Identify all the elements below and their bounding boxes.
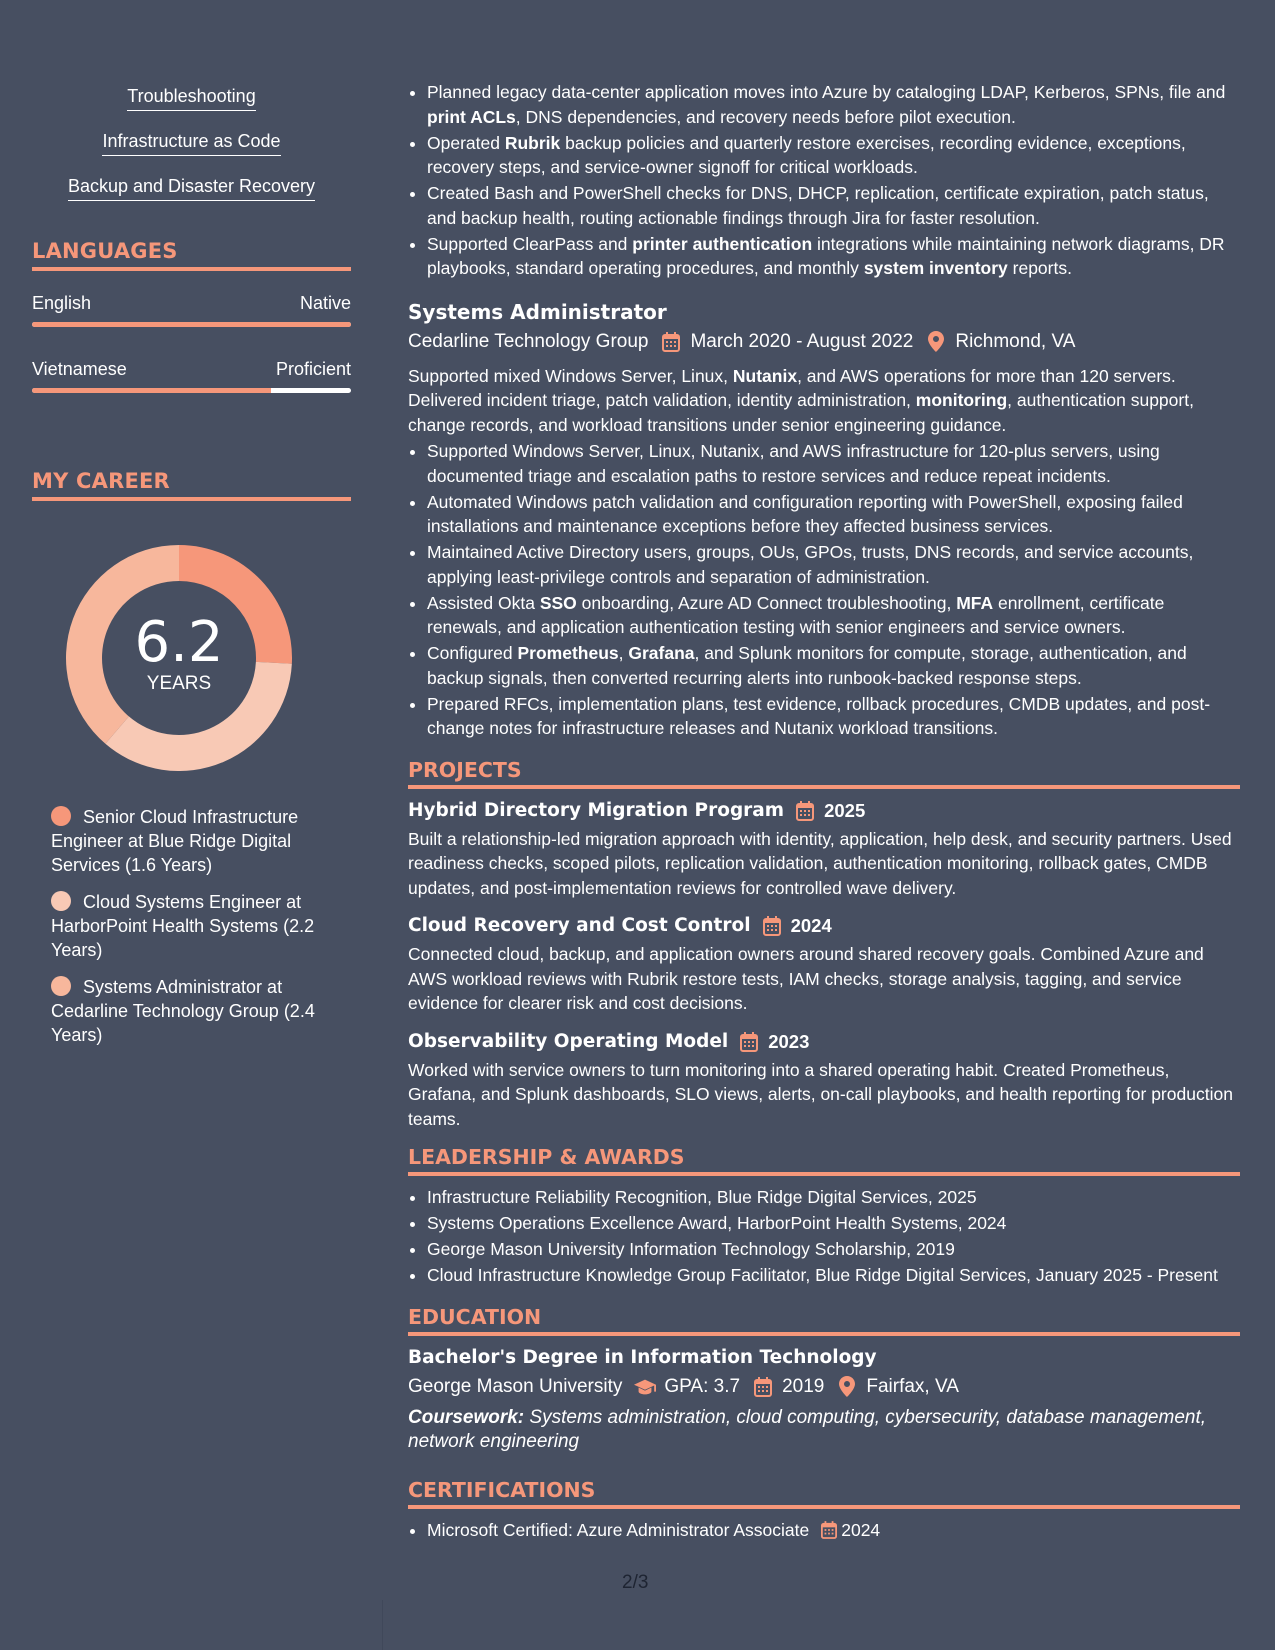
left-column bbox=[32, 84, 351, 1060]
career-legend-label: Systems Administrator at Cedarline Technology Group (2.4 Years) bbox=[51, 977, 315, 1045]
language-bar bbox=[32, 388, 351, 393]
certification-year: 2024 bbox=[841, 1519, 881, 1540]
language-level: Native bbox=[299, 293, 351, 313]
award-item: • Cloud Infrastructure Knowledge Group Facilitator, Blue Ridge Digital Services, January 2025 - Present bbox=[427, 1263, 1240, 1288]
legend-dot-icon bbox=[51, 806, 71, 826]
legend-dot-icon bbox=[51, 891, 71, 911]
language-bar-fill bbox=[32, 322, 351, 327]
calendar-icon bbox=[660, 331, 682, 353]
page-number: 2/3 bbox=[622, 1572, 649, 1593]
projects-heading: PROJECTS bbox=[408, 758, 1240, 789]
experience-bullets bbox=[408, 80, 1240, 281]
experience-bullet: • Supported ClearPass and printer authentication integrations while maintaining network diagrams, DR playbooks, standard operating procedures, and monthly system inventory reports. bbox=[427, 232, 1240, 281]
language-bar bbox=[32, 322, 351, 327]
language-bar-fill bbox=[32, 388, 271, 393]
coursework-label: Coursework: bbox=[408, 1406, 525, 1428]
award-item: • George Mason University Information Technology Scholarship, 2019 bbox=[427, 1237, 1240, 1262]
project-description: Worked with service owners to turn monitoring into a shared operating habit. Created Prometheus, Grafana, and Splunk dashboards, SLO views, alerts, on-call playbooks, and health reporting for production teams. bbox=[408, 1059, 1233, 1129]
project-year: 2023 bbox=[768, 1030, 810, 1052]
graduation-year: 2019 bbox=[782, 1375, 825, 1397]
job-summary: Supported mixed Windows Server, Linux, Nutanix, and AWS operations for more than 120 servers. Delivered incident triage, patch validation, identity administration, monitoring, authentication support, change records, and workload transitions under senior engineering guidance. bbox=[408, 365, 1194, 435]
project-year: 2024 bbox=[790, 915, 832, 936]
calendar-icon bbox=[752, 1376, 774, 1398]
project-title: Cloud Recovery and Cost Control bbox=[408, 915, 751, 936]
project-item bbox=[408, 798, 1240, 901]
skill-link[interactable]: Troubleshooting bbox=[127, 84, 255, 111]
languages-heading: LANGUAGES bbox=[32, 239, 351, 271]
calendar-icon bbox=[821, 1521, 837, 1539]
job-bullet: • Assisted Okta SSO onboarding, Azure AD Connect troubleshooting, MFA enrollment, certificate renewals, and application authentication testing with senior engineers and service owners. bbox=[427, 591, 1240, 640]
career-legend-item bbox=[51, 975, 341, 1047]
award-item: • Infrastructure Reliability Recognition, Blue Ridge Digital Services, 2025 bbox=[427, 1185, 1240, 1210]
project-item bbox=[408, 913, 1240, 1016]
coursework bbox=[408, 1406, 1240, 1454]
job-bullet: • Maintained Active Directory users, groups, OUs, GPOs, trusts, DNS records, and service accounts, applying least-privilege controls and separation of administration. bbox=[427, 540, 1240, 589]
job-bullet: • Supported Windows Server, Linux, Nutanix, and AWS infrastructure for 120-plus servers, using documented triage and escalation paths to restore services and reduce repeat incidents. bbox=[427, 439, 1240, 488]
job-bullets bbox=[408, 439, 1240, 741]
language-item bbox=[32, 357, 351, 393]
school-name: George Mason University bbox=[408, 1375, 623, 1397]
column-divider bbox=[382, 1600, 383, 1650]
calendar-icon bbox=[796, 800, 818, 822]
certifications-heading: CERTIFICATIONS bbox=[408, 1478, 1240, 1509]
career-total-years: 6.2 bbox=[134, 610, 224, 675]
calendar-icon bbox=[763, 915, 785, 937]
education-meta bbox=[408, 1373, 1240, 1401]
experience-bullet: • Created Bash and PowerShell checks for DNS, DHCP, replication, certificate expiration, patch status, and backup health, routing actionable findings through Jira for faster resolution. bbox=[427, 181, 1240, 230]
job-dates: March 2020 - August 2022 bbox=[690, 330, 914, 352]
graduation-cap-icon bbox=[634, 1376, 656, 1398]
job-bullet: • Automated Windows patch validation and configuration reporting with PowerShell, exposing failed installations and maintenance exceptions before they affected business services. bbox=[427, 490, 1240, 539]
degree-title: Bachelor's Degree in Information Technology bbox=[408, 1346, 877, 1368]
certifications-list bbox=[408, 1518, 1240, 1543]
job-bullet: • Configured Prometheus, Grafana, and Splunk monitors for compute, storage, authentication, and backup signals, then converted recurring alerts into runbook-backed response steps. bbox=[427, 641, 1240, 690]
experience-bullet: • Operated Rubrik backup policies and quarterly restore exercises, recording evidence, exceptions, recovery steps, and service-owner signoff for critical workloads. bbox=[427, 131, 1240, 180]
skill-list bbox=[32, 84, 351, 201]
career-legend-label: Senior Cloud Infrastructure Engineer at Blue Ridge Digital Services (1.6 Years) bbox=[51, 807, 299, 875]
career-heading: MY CAREER bbox=[32, 469, 351, 501]
job-meta bbox=[408, 328, 1240, 356]
right-column bbox=[408, 80, 1240, 1544]
career-legend-label: Cloud Systems Engineer at HarborPoint Health Systems (2.2 Years) bbox=[51, 892, 315, 960]
school-location: Fairfax, VA bbox=[866, 1375, 959, 1397]
job-title: Systems Administrator bbox=[408, 299, 667, 324]
job-location: Richmond, VA bbox=[955, 330, 1076, 352]
career-legend bbox=[51, 805, 341, 1047]
career-donut-chart bbox=[66, 545, 292, 771]
project-description: Connected cloud, backup, and application owners around shared recovery goals. Combined Azure and AWS workload reviews with Rubrik restore tests, IAM checks, storage analysis, tagging, and service evidence for clearer risk and cost decisions. bbox=[408, 944, 1204, 1013]
awards-list bbox=[408, 1185, 1240, 1288]
language-item bbox=[32, 291, 351, 327]
language-level: Proficient bbox=[275, 359, 351, 379]
award-item: • Systems Operations Excellence Award, HarborPoint Health Systems, 2024 bbox=[427, 1211, 1240, 1236]
certification-item bbox=[427, 1518, 1240, 1543]
gpa: GPA: 3.7 bbox=[664, 1375, 741, 1397]
project-item bbox=[408, 1029, 1240, 1132]
language-name: English bbox=[32, 293, 92, 313]
certification-name: Microsoft Certified: Azure Administrator Associate bbox=[427, 1519, 810, 1540]
experience-bullet: • Planned legacy data-center application moves into Azure by cataloging LDAP, Kerberos, SPNs, file and print ACLs, DNS dependencies, and recovery needs before pilot execution. bbox=[427, 80, 1240, 129]
project-description: Built a relationship-led migration approach with identity, application, help desk, and security partners. Used readiness checks, scoped pilots, replication validation, authentication monitoring, rollback gates, CMDB updates, and post-implementation reviews for controlled wave delivery. bbox=[408, 828, 1232, 898]
education-heading: EDUCATION bbox=[408, 1305, 1240, 1336]
language-name: Vietnamese bbox=[32, 359, 127, 379]
project-title: Observability Operating Model bbox=[408, 1030, 729, 1052]
awards-heading: LEADERSHIP & AWARDS bbox=[408, 1145, 1240, 1176]
skill-link[interactable]: Infrastructure as Code bbox=[102, 129, 280, 156]
job-company: Cedarline Technology Group bbox=[408, 330, 649, 352]
project-title: Hybrid Directory Migration Program bbox=[408, 799, 785, 821]
coursework-text: Systems administration, cloud computing, cybersecurity, database management, network engineering bbox=[408, 1406, 1207, 1452]
location-pin-icon bbox=[925, 331, 947, 353]
legend-dot-icon bbox=[51, 976, 71, 996]
location-pin-icon bbox=[836, 1376, 858, 1398]
career-legend-item bbox=[51, 890, 341, 962]
skill-link[interactable]: Backup and Disaster Recovery bbox=[68, 174, 315, 201]
career-legend-item bbox=[51, 805, 341, 877]
job-bullet: • Prepared RFCs, implementation plans, test evidence, rollback procedures, CMDB updates, and post-change notes for infrastructure releases and Nutanix workload transitions. bbox=[427, 692, 1240, 741]
project-year: 2025 bbox=[824, 799, 866, 821]
career-total-unit: YEARS bbox=[146, 673, 212, 694]
calendar-icon bbox=[740, 1031, 762, 1053]
